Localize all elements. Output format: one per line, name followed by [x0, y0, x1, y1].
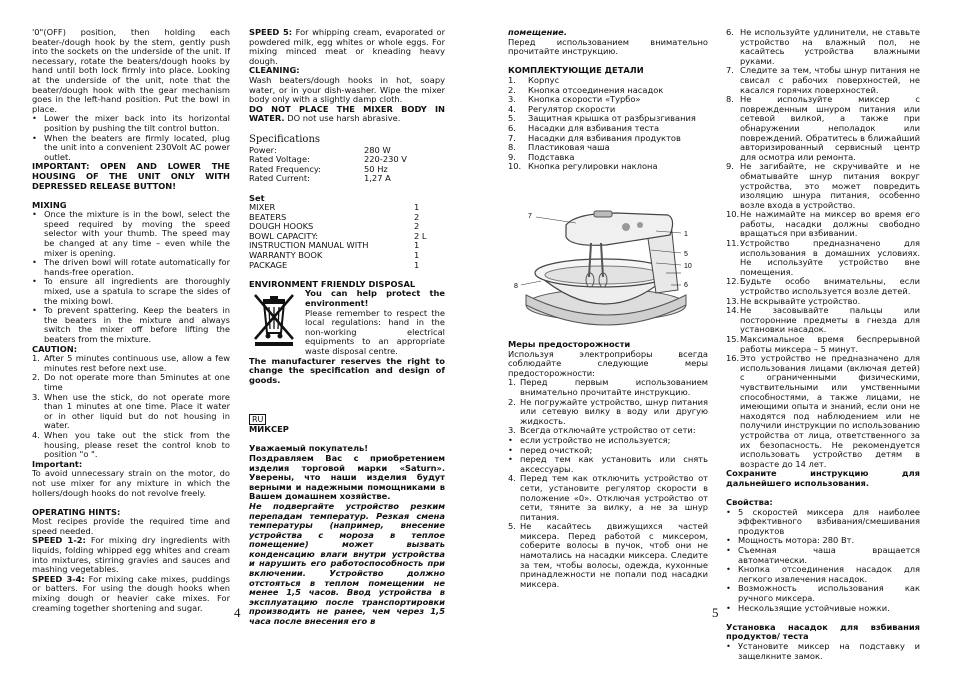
set-row [249, 261, 445, 271]
important-note: IMPORTANT: OPEN AND LOWER THE HOUSING OF THE UNIT ONLY WITH DEPRESSED RELEASE BUTTON! [32, 161, 230, 191]
paragraph: SPEED 1-2: For mixing dry ingredients with liquids, folding whipped egg whites and cream into mixtures, stirring gravies and sauces and mashing vegetables. [32, 535, 230, 575]
list-item: 2. Do not operate more than 5minutes at one time [32, 372, 230, 392]
list-marker: 9. [726, 161, 734, 172]
env-reserve: The manufacturer reserves the right to change the specification and design of goods. [249, 355, 445, 385]
list-marker: 2. [508, 84, 516, 95]
list-item: • перед тем как установить или снять аксессуары. [508, 454, 708, 474]
paragraph: '0"(OFF) position, then holding each beater-/dough hook by the stem, gently push into the sockets on the underside of the unit. If necessary, rotate the beaters/dough hooks by hand until both lock firmly into place. Looking at the underside of the unit, note that the beater/dough hook with the gear mechanism goes in the left-hand position. Put the bowl in place. [32, 27, 230, 114]
item-text: Следите за тем, чтобы шнур питания не свисал с рабочих поверхностей, не касался горячих поверхностей. [740, 65, 920, 95]
section-title: Свойства: [726, 497, 773, 508]
list-marker: 11. [726, 238, 740, 249]
section-title: MIXING [32, 199, 67, 210]
list-marker: 8. [726, 94, 734, 105]
list-marker: 7. [508, 132, 516, 143]
list-item [726, 210, 920, 239]
set-count: 2 [414, 221, 420, 232]
paragraph: Перед использованием внимательно прочитайте инструкцию. [508, 36, 708, 57]
callout-label: 7 [528, 213, 532, 220]
callout-label: 6 [684, 282, 688, 289]
env-protect: You can help protect the environment! [305, 288, 445, 309]
list-marker: 14. [726, 305, 740, 316]
column-3 [508, 28, 708, 172]
item-text: Не используйте миксер с поврежденным шнуром питания или сетевой вилкой, а также при обнаружении неполадок или повреждений. Обратитесь в ближайший авторизированный сервисный центр для осмотра или ремонта. [740, 94, 920, 162]
property-text: Кнопка отсоединения насадок для легкого извлечения насадок. [738, 564, 920, 584]
spec-key: Rated Frequency: [249, 163, 321, 174]
keep-instructions: Сохраните инструкцию для дальнейшего использования. [726, 468, 920, 488]
disposal-block [249, 289, 445, 356]
part-name: Пластиковая чаша [528, 142, 610, 153]
crossed-bin-icon [249, 289, 299, 347]
spec-table [249, 146, 445, 184]
list-marker: • [726, 564, 731, 575]
column-4 [726, 28, 920, 661]
list-marker: 4. [508, 103, 516, 114]
parts-list [508, 76, 708, 172]
list-marker: • [726, 506, 731, 517]
item-text: Не загибайте, не скручивайте и не обматывайте шнур питания вокруг устройства, это может повредить изоляцию шнура питания, особенно возле входа в устройство. [740, 161, 920, 210]
list-marker: 5. [508, 113, 516, 124]
list-marker: 6. [726, 27, 734, 37]
callout-label: 1 [684, 231, 688, 238]
page-number-left: 4 [234, 605, 241, 620]
set-count: 1 [414, 240, 420, 251]
list-item: 3. When use the stick, do not operate more than 1 minutes at one time. Place it water or in other liquid but do not housing in water. [32, 391, 230, 431]
page-number-right: 5 [712, 605, 719, 620]
list-item: • Once the mixture is in the bowl, select the speed required by moving the speed selector with your thumb. The speed may be changed at any time – even while the mixer is opening. [32, 209, 230, 258]
list-item [726, 28, 920, 66]
list-item [726, 239, 920, 277]
column-3-lower [508, 340, 708, 589]
list-item [726, 306, 920, 335]
item-text: Не используйте удлинители, не ставьте устройство на влажный пол, не касайтесь устройства влажными руками. [740, 27, 920, 66]
part-name: Подставка [528, 151, 575, 162]
section-title: ENVIRONMENT FRIENDLY DISPOSAL [249, 278, 416, 289]
list-marker: • [726, 583, 731, 594]
list-item [726, 277, 920, 296]
set-table [249, 203, 445, 270]
list-marker: 8. [508, 142, 516, 153]
list-item [726, 604, 920, 614]
list-item: • When the beaters are firmly located, plug the unit into a convenient 230Volt AC power outlet. [32, 132, 230, 162]
column-2 [249, 28, 445, 627]
properties-list [726, 508, 920, 614]
list-item: • если устройство не используется; [508, 434, 671, 445]
list-item: 4. When you take out the stick from the housing, please reset the control knob to position "o ". [32, 429, 230, 460]
spec-value: 280 W [364, 144, 391, 155]
spec-key: Rated Current: [249, 173, 310, 184]
section-title: Specifications [249, 133, 321, 145]
spec-value: 220-230 V [364, 154, 407, 165]
set-count: 2 [414, 211, 420, 222]
language-tag: RU [249, 414, 266, 425]
item-text: Это устройство не предназначено для использования лицами (включая детей) с ограниченными физическими, чувствительными или умственными способностями, а также лицами, не имеющими опыта и знаний, если они не находятся под наблюдением или не получили инструкции по использованию устройства от лица, ответственного за их безопасность. Не рекомендуется использовать устройство детям в возрасте до 14 лет. [740, 353, 920, 469]
set-item: PACKAGE [249, 259, 288, 270]
property-text: Нескользящие устойчивые ножки. [738, 602, 890, 613]
set-item: DOUGH HOOKS [249, 221, 314, 232]
list-marker: 6. [508, 122, 516, 133]
paragraph: SPEED 3-4: For mixing cake mixes, puddings or batters. For using the dough hooks when mixing dough or heavier cake mixes. For creaming together shortening and sugar. [32, 573, 231, 613]
part-name: Кнопка отсоединения насадок [528, 84, 664, 95]
list-item [726, 66, 920, 95]
set-item: INSTRUCTION MANUAL WITH [249, 240, 369, 251]
property-text: 5 скоростей миксера для наиболее эффективного взбивания/смешивания продуктов [738, 506, 920, 536]
list-marker: 3. [508, 94, 516, 105]
part-name: Регулятор скорости [528, 103, 616, 114]
list-item [726, 335, 920, 354]
list-item: 1. After 5 minutes continuous use, allow a few minutes rest before next use. [32, 353, 230, 373]
list-marker: • [726, 545, 731, 556]
list-item [726, 584, 920, 603]
safety-list [726, 28, 920, 469]
list-item: • Установите миксер на подставку и защелкните замок. [726, 641, 920, 661]
list-marker: 13. [726, 295, 740, 306]
list-item [726, 95, 920, 162]
callout-label: 10 [684, 263, 692, 270]
set-item: WARRANTY BOOK [249, 250, 323, 261]
list-item [726, 546, 920, 565]
set-item: BEATERS [249, 211, 287, 222]
spec-value: 50 Hz [364, 163, 388, 174]
list-item: • To ensure all ingredients are thoroughly mixed, use a spatula to scrape the sides of the mixing bowl. [32, 276, 230, 306]
column-1 [32, 28, 230, 613]
list-marker: 10. [726, 209, 740, 220]
list-item [508, 162, 708, 172]
list-item: • перед очисткой; [508, 444, 593, 455]
list-item: 5. Не касайтесь движущихся частей миксера. Перед работой с миксером, соберите волосы в пучок, чтоб они не намотались на насадки миксера. Следите за тем, чтобы волосы, одежда, кухонные принадлежности не попали под насадки миксера. [508, 521, 708, 589]
set-count: 1 [414, 250, 420, 261]
list-item: 1. Перед первым использованием внимательно прочитайте инструкцию. [508, 377, 708, 397]
list-item: • Lower the mixer back into its horizontal position by pushing the tilt control button. [32, 113, 230, 133]
list-marker: 9. [508, 151, 516, 162]
section-title: Установка насадок для взбивания продуктов/ теста [726, 621, 920, 642]
set-item: MIXER [249, 202, 276, 213]
greeting: Уважаемый покупатель! [249, 443, 369, 454]
list-item: 4. Перед тем как отключить устройство от сети, установите регулятор скорости в положение «0». Отключая устройство от сети, тяните за вилку, а не за шнур питания. [508, 473, 708, 522]
item-text: Не вскрывайте устройство. [740, 295, 861, 306]
property-text: Мощность мотора: 280 Вт. [738, 535, 855, 546]
section-title: МИКСЕР [249, 424, 289, 435]
list-item: 2. Не погружайте устройство, шнур питания или сетевую вилку в воду или другую жидкость. [508, 396, 708, 426]
list-marker: 1. [508, 74, 516, 85]
set-count: 1 [414, 259, 420, 270]
list-item [726, 162, 920, 210]
spec-row [249, 174, 445, 184]
part-name: Кнопка регулировки наклона [528, 161, 658, 172]
list-item [726, 354, 920, 469]
part-name: Корпус [528, 74, 560, 85]
list-marker: • [726, 535, 731, 546]
paragraph: Не подвергайте устройство резким перепадам температур. Резкая смена температуры (например, внесение устройства с мороза в теплое помещение) может вызвать конденсацию влаги внутри устройства и нарушить его работоспособность при включении. Устройство должно отстояться в теплом помещении не менее 1,5 часов. Ввод устройства в эксплуатацию после транспортировки производить не ранее, чем через 1,5 часа после внесения его в [249, 500, 445, 627]
paragraph: Please remember to respect the local regulations: hand in the non-working electrical equipments to an appropriate waste disposal centre. [305, 307, 445, 356]
paragraph: SPEED 5: For whipping cream, evaporated or powdered milk, egg whites or whole eggs. For mixing minced meat or kneading heavy dough. [249, 27, 445, 66]
spec-value: 1,27 A [364, 173, 391, 184]
list-marker: 7. [726, 65, 734, 76]
list-item: • The driven bowl will rotate automatically for hands-free operation. [32, 257, 230, 277]
part-name: Насадки для взбивания теста [528, 122, 660, 133]
item-text: Не нажимайте на миксер во время его работы, насадки должны свободно вращаться при взбивании. [740, 209, 920, 239]
item-text: Устройство предназначено для использования в домашних условиях. Не используйте устройство вне помещения. [740, 238, 920, 277]
part-name: Кнопка скорости «Турбо» [528, 94, 641, 105]
list-item: • To prevent spattering. Keep the beaters in the beaters in the mixture and always switch the mixer off before lifting the beaters from the mixture. [32, 305, 230, 344]
paragraph: DO NOT PLACE THE MIXER BODY IN WATER. DO not use harsh abrasive. [249, 103, 445, 124]
part-name: Насадки для взбивания продуктов [528, 132, 681, 143]
list-item [726, 565, 920, 584]
item-text: Максимальное время беспрерывной работы миксера – 5 минут. [740, 334, 920, 354]
set-item: BOWL CAPACITY: [249, 230, 319, 241]
paragraph: Поздравляем Вас с приобретением изделия торговой марки «Saturn». Уверены, что наши изделия будут верными и надежными помощниками в Вашем домашнем хозяйстве. [249, 452, 445, 502]
set-count: 2 L [414, 230, 427, 241]
paragraph: помещение. [508, 27, 567, 37]
set-count: 1 [414, 202, 420, 213]
paragraph: Используя электроприборы всегда соблюдайте следующие меры предосторожности: [508, 348, 708, 378]
list-marker: 16. [726, 353, 740, 364]
property-text: Возможность использования как ручного миксера. [738, 583, 920, 604]
section-title: Important: [32, 458, 83, 469]
item-text: Не засовывайте пальцы или посторонние предметы в гнезда для установки насадок. [740, 305, 920, 335]
property-text: Съемная чаша вращается автоматически. [738, 545, 920, 565]
section-title: Set [249, 192, 265, 203]
callout-label: 5 [684, 251, 688, 258]
part-name: Защитная крышка от разбрызгивания [528, 113, 696, 124]
section-title: CAUTION: [32, 343, 78, 354]
list-item: 3. Всегда отключайте устройство от сети: [508, 425, 696, 436]
callout-label: 8 [514, 283, 518, 290]
list-marker: 12. [726, 276, 740, 287]
list-marker: 10. [508, 161, 522, 172]
list-marker: • [726, 602, 731, 613]
list-marker: 15. [726, 334, 740, 344]
paragraph: Wash beaters/dough hooks in hot, soapy water, or in your dish-washer. Wipe the mixer body only with a slightly damp cloth. [249, 74, 445, 105]
section-title: КОМПЛЕКТУЮЩИЕ ДЕТАЛИ [508, 65, 644, 76]
spec-key: Power: [249, 144, 277, 155]
section-title: Меры предосторожности [508, 339, 631, 349]
item-text: Будьте особо внимательны, если устройство используется возле детей. [740, 276, 920, 297]
spec-key: Rated Voltage: [249, 154, 310, 165]
mixer-illustration [506, 205, 711, 335]
paragraph: To avoid unnecessary strain on the motor, do not use mixer for any mixture in which the hollers/dough hooks do not revolve freely. [32, 468, 230, 498]
paragraph: Most recipes provide the required time and speed needed. [32, 516, 230, 536]
section-title: CLEANING: [249, 65, 300, 76]
list-item [726, 508, 920, 537]
section-title: OPERATING HINTS: [32, 506, 121, 517]
